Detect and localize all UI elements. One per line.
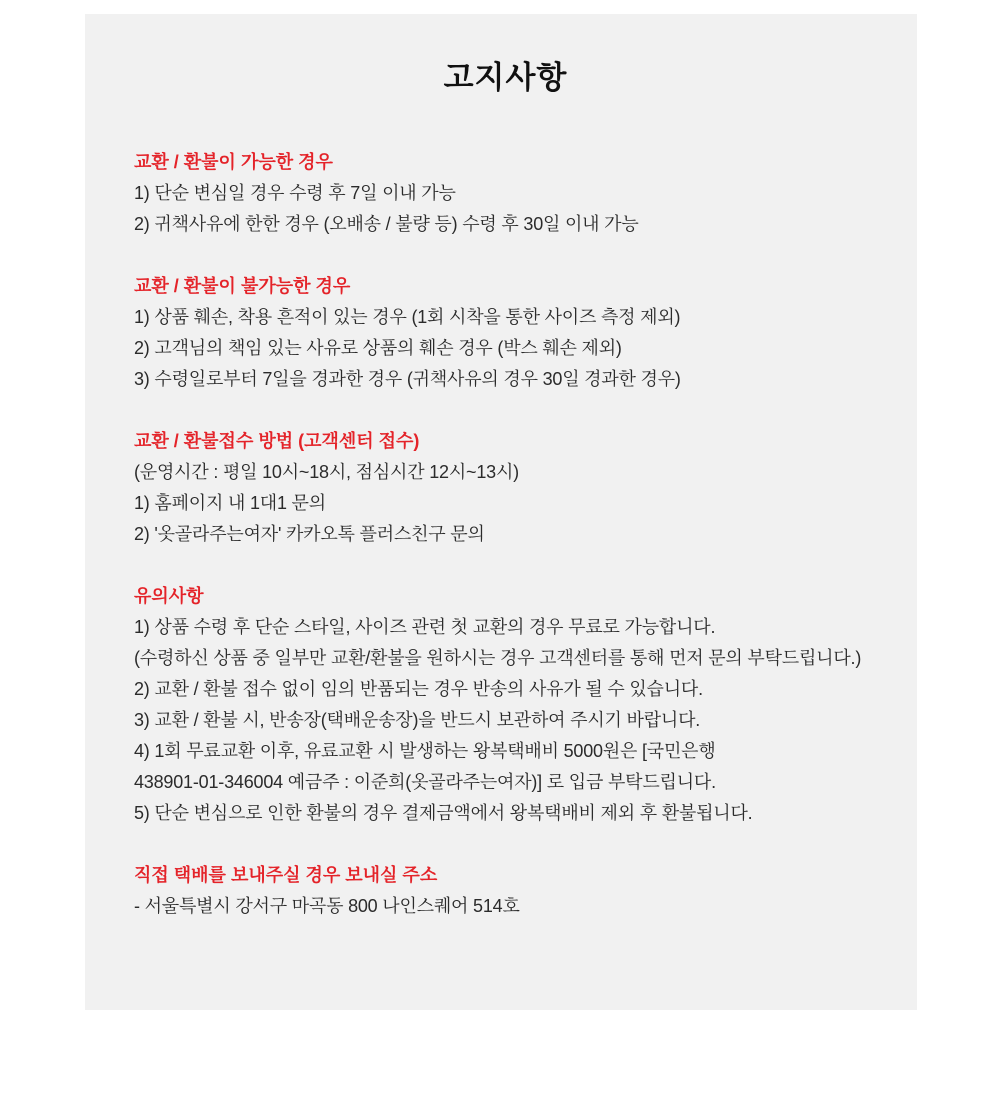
section-line: 1) 단순 변심일 경우 수령 후 7일 이내 가능 (134, 183, 456, 203)
notice-section (134, 581, 877, 829)
section-line: 3) 수령일로부터 7일을 경과한 경우 (귀책사유의 경우 30일 경과한 경우) (134, 369, 681, 389)
section-heading: 직접 택배를 보내주실 경우 보내실 주소 (134, 865, 438, 885)
notice-sections (134, 147, 877, 922)
page-title: 고지사항 (443, 60, 568, 95)
section-heading: 유의사항 (134, 586, 204, 606)
section-line: 2) 교환 / 환불 접수 없이 임의 반품되는 경우 반송의 사유가 될 수 있습니다. (134, 679, 703, 699)
section-line: 1) 상품 훼손, 착용 흔적이 있는 경우 (1회 시착을 통한 사이즈 측정 제외) (134, 307, 681, 327)
section-line: (수령하신 상품 중 일부만 교환/환불을 원하시는 경우 고객센터를 통해 먼저 문의 부탁드립니다.) (134, 648, 862, 668)
notice-section (134, 147, 877, 240)
section-line: 1) 상품 수령 후 단순 스타일, 사이즈 관련 첫 교환의 경우 무료로 가능합니다. (134, 617, 716, 637)
section-line: 438901-01-346004 예금주 : 이준희(옷골라주는여자)] 로 입금 부탁드립니다. (134, 772, 716, 792)
notice-section (134, 860, 877, 922)
section-line: 2) 고객님의 책임 있는 사유로 상품의 훼손 경우 (박스 훼손 제외) (134, 338, 622, 358)
section-line: - 서울특별시 강서구 마곡동 800 나인스퀘어 514호 (134, 896, 520, 916)
notice-panel (85, 14, 917, 1010)
notice-section (134, 271, 877, 395)
section-line: (운영시간 : 평일 10시~18시, 점심시간 12시~13시) (134, 462, 519, 482)
section-heading: 교환 / 환불이 가능한 경우 (134, 152, 333, 172)
section-line: 5) 단순 변심으로 인한 환불의 경우 결제금액에서 왕복택배비 제외 후 환불됩니다. (134, 803, 753, 823)
section-line: 3) 교환 / 환불 시, 반송장(택배운송장)을 반드시 보관하여 주시기 바랍니다. (134, 710, 701, 730)
section-line: 4) 1회 무료교환 이후, 유료교환 시 발생하는 왕복택배비 5000원은 [국민은행 (134, 741, 716, 761)
section-heading: 교환 / 환불접수 방법 (고객센터 접수) (134, 431, 420, 451)
section-line: 1) 홈페이지 내 1대1 문의 (134, 493, 326, 513)
section-heading: 교환 / 환불이 불가능한 경우 (134, 276, 351, 296)
section-line: 2) 귀책사유에 한한 경우 (오배송 / 불량 등) 수령 후 30일 이내 가능 (134, 214, 639, 234)
section-line: 2) '옷골라주는여자' 카카오톡 플러스친구 문의 (134, 524, 485, 544)
notice-section (134, 426, 877, 550)
